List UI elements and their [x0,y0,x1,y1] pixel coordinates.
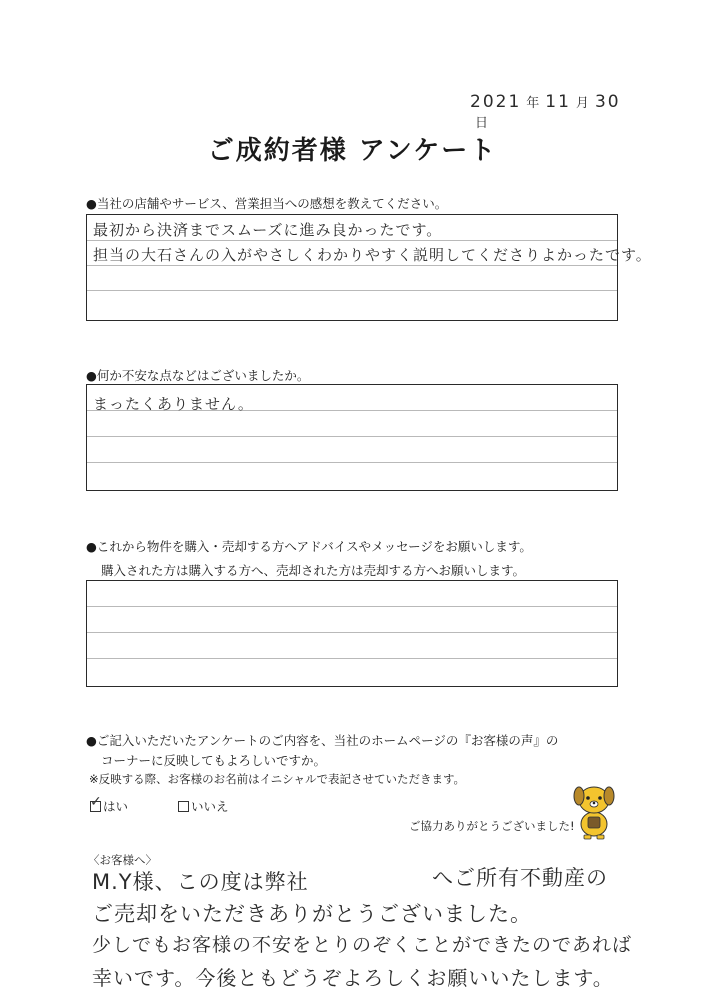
option-yes[interactable] [90,797,128,815]
question-1: ●当社の店舗やサービス、営業担当への感想を教えてください。 [86,196,448,211]
answer-2-line-1: まったくありません。 [93,395,254,413]
customer-line-1a: M.Y様、この度は弊社 [92,870,309,894]
date-day-unit: 日 [475,116,490,131]
date-month-unit: 月 [575,96,590,111]
no-label: いいえ [191,799,229,814]
date-month: 11 [545,92,571,112]
option-no[interactable] [178,797,229,815]
date-year: 2021 [470,92,522,112]
thanks-text: ご協力ありがとうございました! [409,819,575,833]
page-title: ご成約者様 アンケート [207,136,498,166]
answer-box-2[interactable] [86,384,618,491]
mascot-dog-icon [568,780,620,840]
date-year-unit: 年 [526,96,541,111]
date-day: 30 [594,92,621,112]
answer-box-1[interactable] [86,214,652,321]
customer-line-4: 幸いです。今後ともどうぞよろしくお願いいたします。 [92,966,614,990]
customer-label: 〈お客様へ〉 [88,853,157,867]
question-2: ●何か不安な点などはございましたか。 [86,368,310,383]
yes-checkbox[interactable] [90,801,101,812]
yes-label: はい [103,799,129,814]
customer-line-3: 少しでもお客様の不安をとりのぞくことができたのであれば [92,934,633,956]
date-line [470,92,630,131]
customer-line-2: ご売却をいただきありがとうございました。 [92,902,532,926]
question-3: ●これから物件を購入・売却する方へアドバイスやメッセージをお願いします。 [86,539,532,554]
question-4-line-1: ●ご記入いただいたアンケートのご内容を、当社のホームページの『お客様の声』の [86,733,559,748]
answer-1-line-2: 担当の大石さんの入がやさしくわかりやすく説明してくださりよかったです。 [93,246,652,264]
question-4-line-2: コーナーに反映してもよろしいですか。 [101,753,327,768]
question-4-note: ※反映する際、お客様のお名前はイニシャルで表記させていただきます。 [89,772,466,786]
answer-1-line-1: 最初から決済までスムーズに進み良かったです。 [93,221,443,239]
question-3-subtext: 購入された方は購入する方へ、売却された方は売却する方へお願いします。 [101,563,526,578]
answer-box-3[interactable] [86,580,618,687]
customer-line-1b: へご所有不動産の [432,866,608,890]
no-checkbox[interactable] [178,801,189,812]
